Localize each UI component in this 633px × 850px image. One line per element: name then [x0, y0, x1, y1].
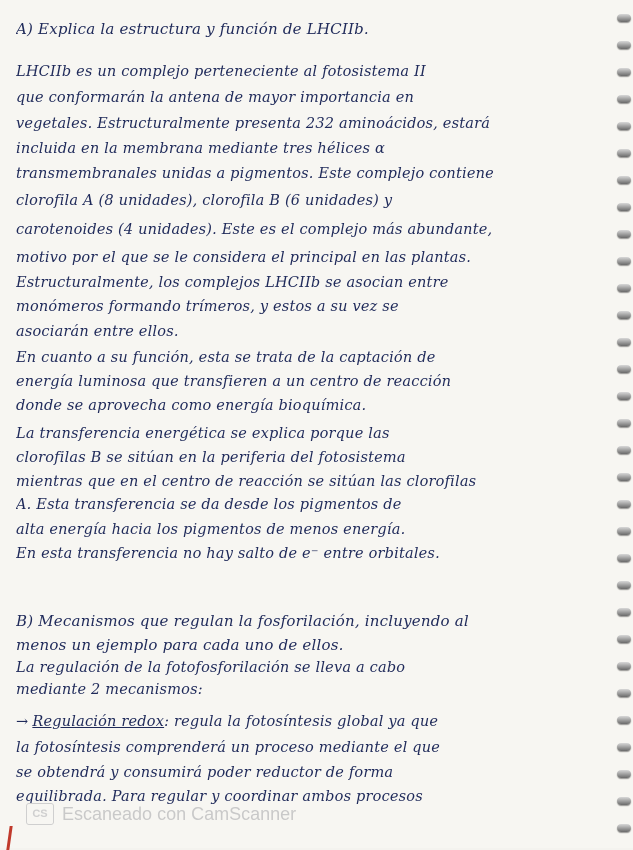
section-b-intro-line-1: La regulación de la fotofosforilación se lleva a cabo — [16, 660, 406, 676]
section-a-line: motivo por el que se le considera el principal en las plantas. — [16, 250, 472, 266]
pen-mark — [6, 826, 26, 850]
redox-line-3: se obtendrá y consumirá poder reductor de forma — [16, 765, 394, 781]
section-a-line: En cuanto a su función, esta se trata de la captación de — [16, 350, 436, 366]
spiral-ring — [617, 41, 631, 49]
section-a-heading: A) Explica la estructura y función de LHCIIb. — [16, 20, 369, 38]
spiral-ring — [617, 14, 631, 22]
section-a-line: LHCIIb es un complejo perteneciente al fotosistema II — [16, 64, 426, 80]
section-a-line: alta energía hacia los pigmentos de menos energía. — [16, 522, 406, 538]
redox-line-2: la fotosíntesis comprenderá un proceso mediante el que — [16, 740, 441, 756]
spiral-ring — [617, 419, 631, 427]
spiral-ring — [617, 68, 631, 76]
section-a-line: En esta transferencia no hay salto de e⁻ entre orbitales. — [16, 546, 440, 562]
section-a-line: La transferencia energética se explica porque las — [16, 426, 390, 442]
spiral-ring — [617, 716, 631, 724]
spiral-ring — [617, 743, 631, 751]
spiral-ring — [617, 149, 631, 157]
section-b-heading-line-1: B) Mecanismos que regulan la fosforilación, incluyendo al — [16, 612, 469, 630]
section-a-line: incluida en la membrana mediante tres hélices α — [16, 141, 385, 157]
spiral-ring — [617, 581, 631, 589]
camscanner-logo-icon: CS — [26, 803, 54, 825]
section-a-line: Estructuralmente, los complejos LHCIIb se asocian entre — [16, 275, 449, 291]
spiral-binding — [611, 0, 633, 848]
spiral-ring — [617, 176, 631, 184]
spiral-ring — [617, 311, 631, 319]
arrow-icon: → — [16, 714, 29, 730]
spiral-ring — [617, 257, 631, 265]
watermark-text: Escaneado con CamScanner — [62, 803, 297, 824]
spiral-ring — [617, 527, 631, 535]
section-a-line: clorofila A (8 unidades), clorofila B (6 unidades) y — [16, 193, 393, 209]
spiral-ring — [617, 122, 631, 130]
spiral-ring — [617, 662, 631, 670]
spiral-ring — [617, 392, 631, 400]
spiral-ring — [617, 473, 631, 481]
redox-line-1 — [16, 714, 599, 730]
section-a-line: vegetales. Estructuralmente presenta 232 aminoácidos, estará — [16, 116, 491, 132]
spiral-ring — [617, 635, 631, 643]
spiral-ring — [617, 770, 631, 778]
section-a-line: asociarán entre ellos. — [16, 324, 179, 340]
section-b-intro-line-2: mediante 2 mecanismos: — [16, 682, 203, 698]
spiral-ring — [617, 824, 631, 832]
section-a-line: clorofilas B se sitúan en la periferia del fotosistema — [16, 450, 406, 466]
section-a-line: transmembranales unidas a pigmentos. Este complejo contiene — [16, 166, 494, 182]
redox-label: Regulación redox — [32, 714, 165, 730]
spiral-ring — [617, 365, 631, 373]
spiral-ring — [617, 554, 631, 562]
section-a-line: monómeros formando trímeros, y estos a su vez se — [16, 299, 399, 315]
section-a-line: A. Esta transferencia se da desde los pigmentos de — [16, 497, 402, 513]
section-a-line: donde se aprovecha como energía bioquímica. — [16, 398, 367, 414]
spiral-ring — [617, 797, 631, 805]
spiral-ring — [617, 446, 631, 454]
spiral-ring — [617, 230, 631, 238]
section-a-line: mientras que en el centro de reacción se sitúan las clorofilas — [16, 474, 477, 490]
camscanner-watermark — [26, 800, 296, 828]
redox-line-4: equilibrada. Para regular y coordinar ambos procesos — [16, 789, 423, 805]
spiral-ring — [617, 95, 631, 103]
spiral-ring — [617, 608, 631, 616]
section-a-line: energía luminosa que transfieren a un centro de reacción — [16, 374, 452, 390]
section-a-line: que conformarán la antena de mayor importancia en — [16, 90, 415, 106]
spiral-ring — [617, 338, 631, 346]
spiral-ring — [617, 689, 631, 697]
spiral-ring — [617, 284, 631, 292]
redox-first-line-rest: : regula la fotosíntesis global ya que — [164, 714, 439, 730]
spiral-ring — [617, 500, 631, 508]
section-a-line: carotenoides (4 unidades). Este es el complejo más abundante, — [16, 222, 493, 238]
section-b-heading-line-2: menos un ejemplo para cada uno de ellos. — [16, 636, 344, 654]
spiral-ring — [617, 203, 631, 211]
